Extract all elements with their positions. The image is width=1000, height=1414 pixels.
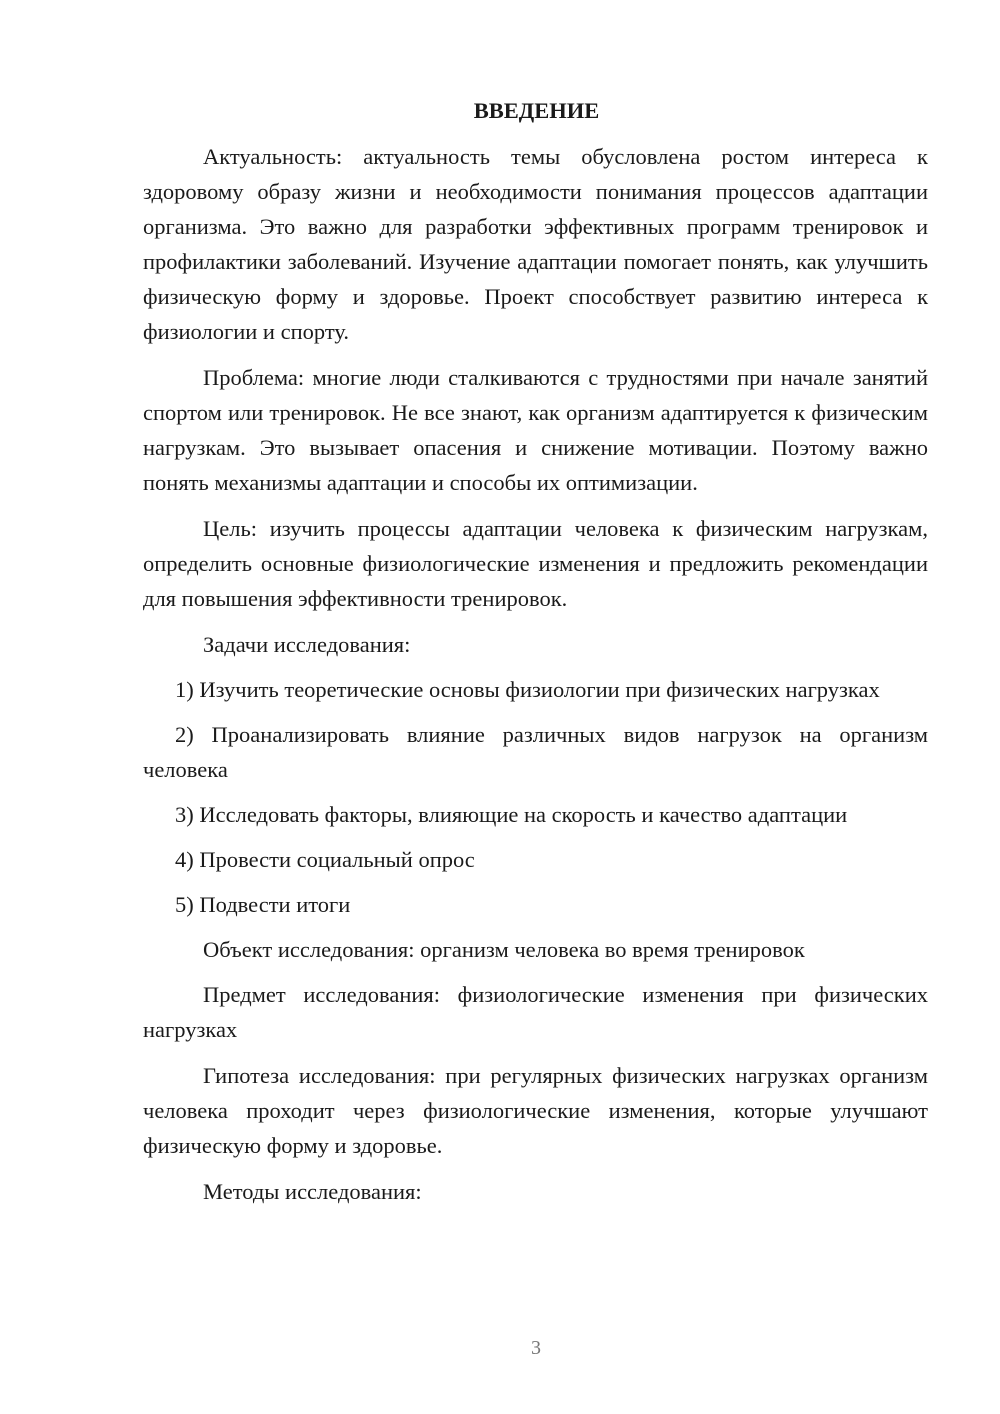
problem-paragraph: Проблема: многие люди сталкиваются с трудностями при начале занятий спортом или тренировок. Не все знают, как организм адаптируется к физическим нагрузкам. Это вызывает опасения и снижение мотивации. Поэтому важно понять механизмы адаптации и способы их оптимизации. bbox=[143, 365, 928, 495]
relevance-paragraph: Актуальность: актуальность темы обусловлена ростом интереса к здоровому образу жизни и необходимости понимания процессов адаптации организма. Это важно для разработки эффективных программ тренировок и профилактики заболеваний. Изучение адаптации помогает понять, как улучшить физическую форму и здоровье. Проект способствует развитию интереса к физиологии и спорту. bbox=[143, 144, 928, 344]
object-paragraph: Объект исследования: организм человека во время тренировок bbox=[203, 937, 805, 962]
task-item-5: 5) Подвести итоги bbox=[175, 892, 351, 917]
task-item-3: 3) Исследовать факторы, влияющие на скорость и качество адаптации bbox=[175, 802, 848, 827]
page-content bbox=[143, 93, 928, 1219]
task-item-1: 1) Изучить теоретические основы физиологии при физических нагрузках bbox=[175, 677, 880, 702]
task-item-4: 4) Провести социальный опрос bbox=[175, 847, 475, 872]
methods-heading: Методы исследования: bbox=[203, 1179, 422, 1204]
section-title: ВВЕДЕНИЕ bbox=[473, 98, 600, 123]
hypothesis-paragraph: Гипотеза исследования: при регулярных физических нагрузках организм человека проходит через физиологические изменения, которые улучшают физическую форму и здоровье. bbox=[143, 1063, 928, 1158]
task-item-2: 2) Проанализировать влияние различных видов нагрузок на организм человека bbox=[143, 722, 928, 782]
subject-paragraph: Предмет исследования: физиологические изменения при физических нагрузках bbox=[143, 982, 928, 1042]
page-number: 3 bbox=[531, 1337, 541, 1359]
tasks-heading: Задачи исследования: bbox=[203, 632, 411, 657]
goal-paragraph: Цель: изучить процессы адаптации человека к физическим нагрузкам, определить основные физиологические изменения и предложить рекомендации для повышения эффективности тренировок. bbox=[143, 516, 928, 611]
